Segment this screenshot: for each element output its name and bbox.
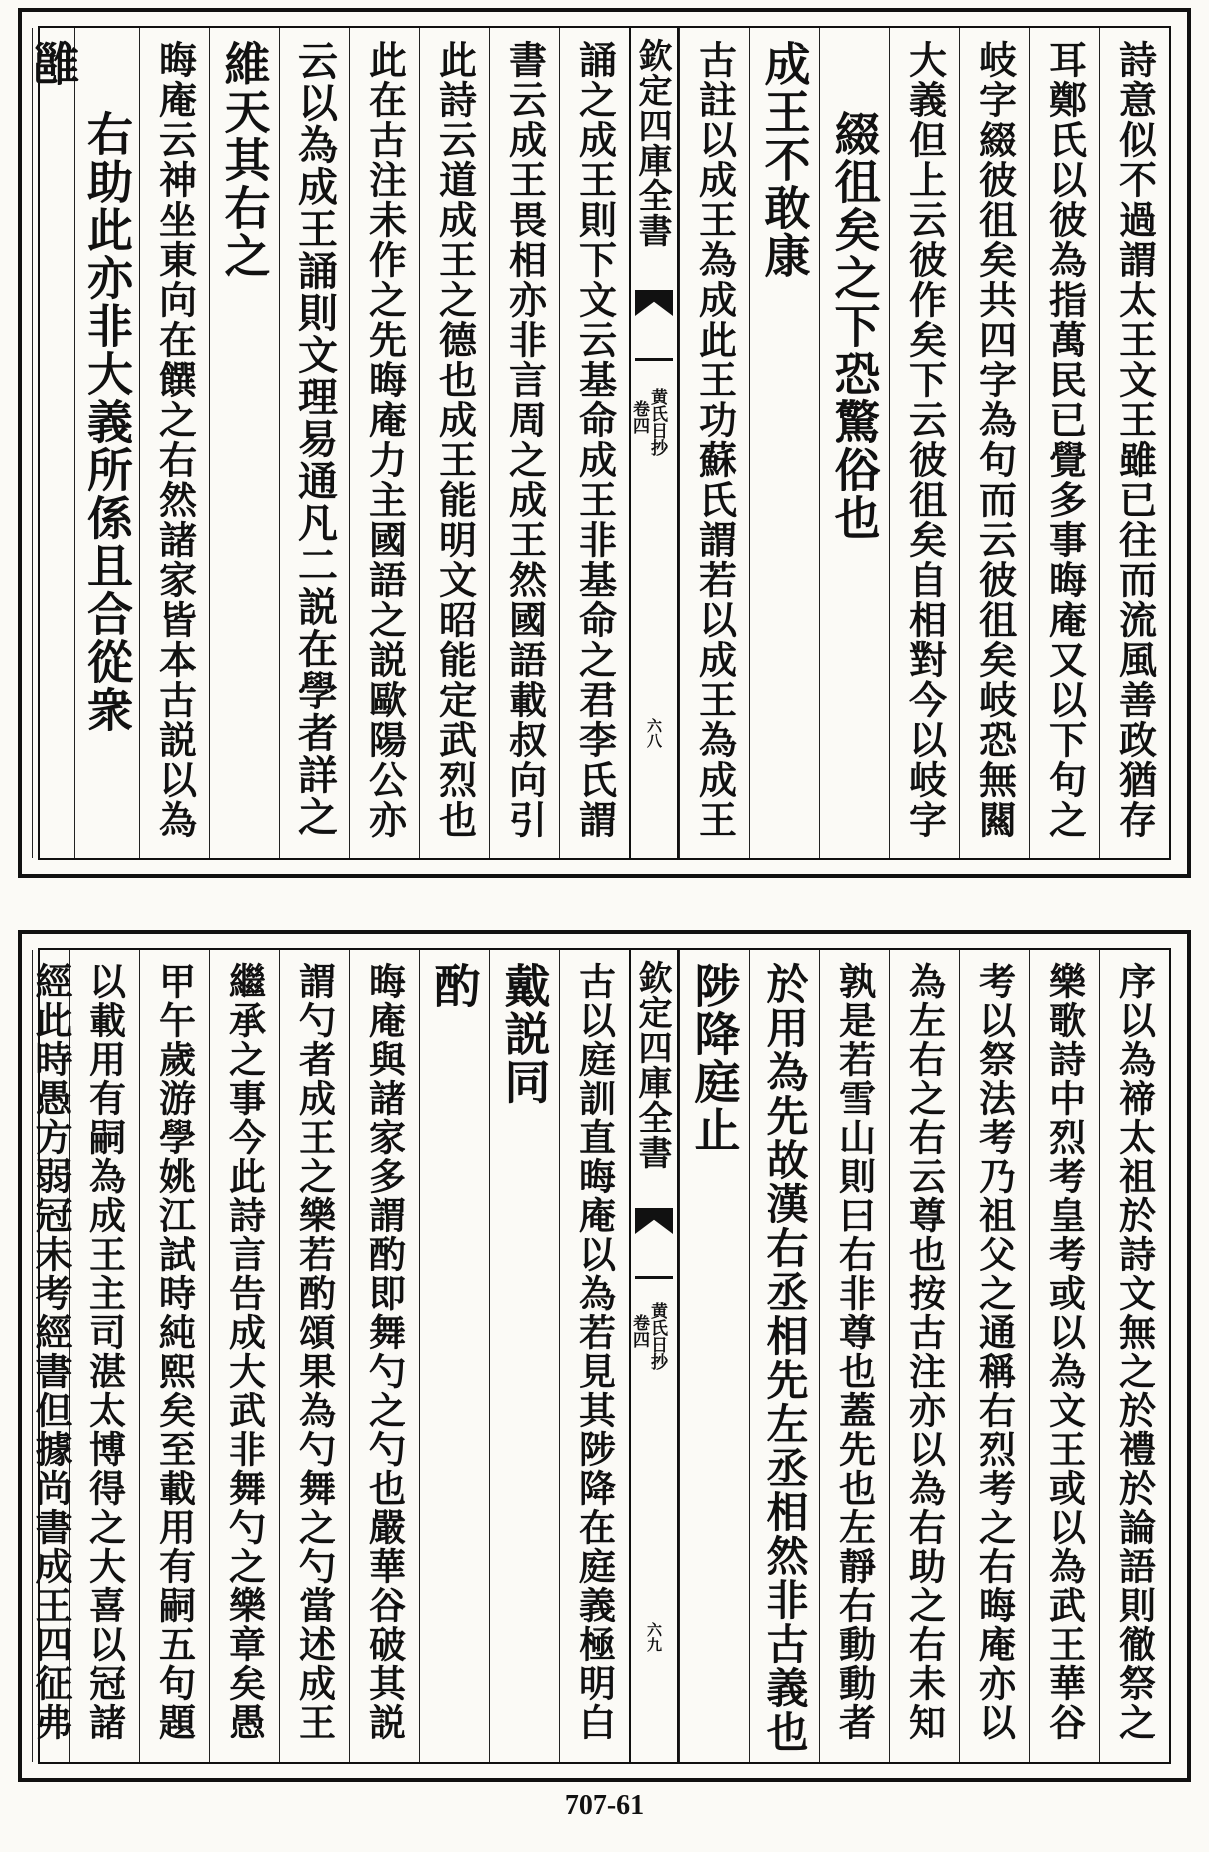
bottom-leaf [18, 930, 1191, 1782]
fish-tail-mark [635, 290, 673, 316]
column-text: 以載用有嗣為成王主司湛太博得之大喜以冠諸 [82, 962, 127, 1742]
text-column [349, 950, 419, 1762]
text-column [1029, 28, 1099, 858]
column-text: 岐字綴彼徂矣共四字為句而云彼徂矣岐恐無闗 [972, 40, 1018, 840]
text-column [279, 950, 349, 1762]
column-text: 古註以成王為成此王功蘇氏謂若以成王為成王 [692, 40, 738, 840]
column-heading: 維天其右之 [217, 40, 272, 280]
text-column [209, 28, 279, 858]
book-title: 欽定四庫全書 [632, 960, 672, 1170]
column-text: 甲午歲游學姚江試時純熙矣至載用有嗣五句題 [152, 962, 197, 1742]
text-column [679, 28, 749, 858]
column-text: 晦庵云神坐東向在饌之右然諸家皆本古説以為 [152, 40, 198, 840]
folio-number: 六八 [645, 718, 663, 748]
top-leaf [18, 8, 1191, 878]
text-column [559, 950, 629, 1762]
column-text: 大義但上云彼作矣下云彼徂矣自相對今以岐字 [902, 40, 948, 840]
text-column [749, 28, 819, 858]
column-text: 右助此亦非大義所係且合從衆 [80, 110, 134, 734]
book-title: 欽定四庫全書 [632, 38, 672, 248]
text-column [819, 28, 889, 858]
center-column [629, 950, 679, 1762]
text-column [489, 950, 559, 1762]
column-text: 孰是若雪山則曰右非尊也蓋先也左靜右動動者 [832, 962, 877, 1742]
text-column [1099, 28, 1169, 858]
page-number: 707-61 [564, 1790, 645, 1821]
column-heading: 酌 [427, 962, 482, 1010]
column-text: 謂勺者成王之樂若酌頌果為勺舞之勺當述成王 [292, 962, 337, 1742]
divider-line [635, 358, 673, 361]
column-text: 考以祭法考乃祖父之通稱右烈考之右晦庵亦以 [972, 962, 1017, 1742]
fish-tail-mark [635, 1208, 673, 1234]
column-text: 古以庭訓直晦庵以為若見其陟降在庭義極明白 [572, 962, 617, 1742]
text-column [1029, 950, 1099, 1762]
volume-label: 卷四 [629, 400, 649, 434]
divider-line [635, 1276, 673, 1279]
column-text: 樂歌詩中烈考皇考或以為文王或以為武王華谷 [1042, 962, 1087, 1742]
column-text: 序以為禘太祖於詩文無之於禮於論語則徹祭之 [1112, 962, 1157, 1742]
column-text: 詩意似不過謂太王文王雖已往而流風善政猶存 [1112, 40, 1158, 840]
column-text: 耳鄭氏以彼為指萬民已覺多事晦庵又以下句之 [1042, 40, 1088, 840]
text-column [419, 950, 489, 1762]
text-column [74, 28, 139, 858]
text-column [889, 950, 959, 1762]
column-text: 云以為成王誦則文理易通凡二説在學者詳之 [291, 40, 339, 838]
column-text: 繼承之事今此詩言告成大武非舞勺之樂章矣愚 [222, 962, 267, 1742]
volume-label: 卷四 [629, 1314, 649, 1348]
text-column [139, 28, 209, 858]
text-column [749, 950, 819, 1762]
work-title: 黄氏日抄 [647, 1302, 667, 1370]
text-column [819, 950, 889, 1762]
column-text: 戴説同 [497, 962, 552, 1106]
text-column [679, 950, 749, 1762]
bottom-leaf-frame [29, 948, 1171, 1764]
work-title: 黄氏日抄 [647, 388, 667, 456]
column-text: 誦之成王則下文云基命成王非基命之君李氏謂 [572, 40, 618, 840]
text-column [489, 28, 559, 858]
column-text: 綴徂矣之下恐驚俗也 [827, 110, 882, 542]
column-text: 經此時愚方弱冠未考經書但據尚書成王四征弗 [29, 962, 73, 1742]
column-text: 書云成王畏相亦非言周之成王然國語載叔向引 [502, 40, 548, 840]
column-heading: 陟降庭止 [687, 962, 742, 1154]
top-leaf-frame [26, 26, 1171, 860]
column-text: 此詩云道成王之德也成王能明文昭能定武烈也 [432, 40, 478, 840]
column-heading: 雝 [26, 40, 81, 88]
text-column [1099, 950, 1169, 1762]
column-text: 為左右之右云尊也按古注亦以為右助之右未知 [902, 962, 947, 1742]
text-column [26, 28, 81, 858]
text-column [959, 950, 1029, 1762]
text-column [559, 28, 629, 858]
column-text: 於用為先故漢右丞相先左丞相然非古義也 [760, 962, 810, 1754]
text-column [279, 28, 349, 858]
center-column [629, 28, 679, 858]
folio-number: 六九 [645, 1622, 663, 1652]
text-column [419, 28, 489, 858]
text-column [349, 28, 419, 858]
column-text: 晦庵與諸家多謂酌即舞勺之勺也嚴華谷破其説 [362, 962, 407, 1742]
column-heading: 成王不敢康 [757, 40, 812, 280]
text-column [139, 950, 209, 1762]
text-column [959, 28, 1029, 858]
column-text: 此在古注未作之先晦庵力主國語之説歐陽公亦 [362, 40, 408, 840]
text-column [29, 950, 73, 1762]
text-column [209, 950, 279, 1762]
text-column [889, 28, 959, 858]
